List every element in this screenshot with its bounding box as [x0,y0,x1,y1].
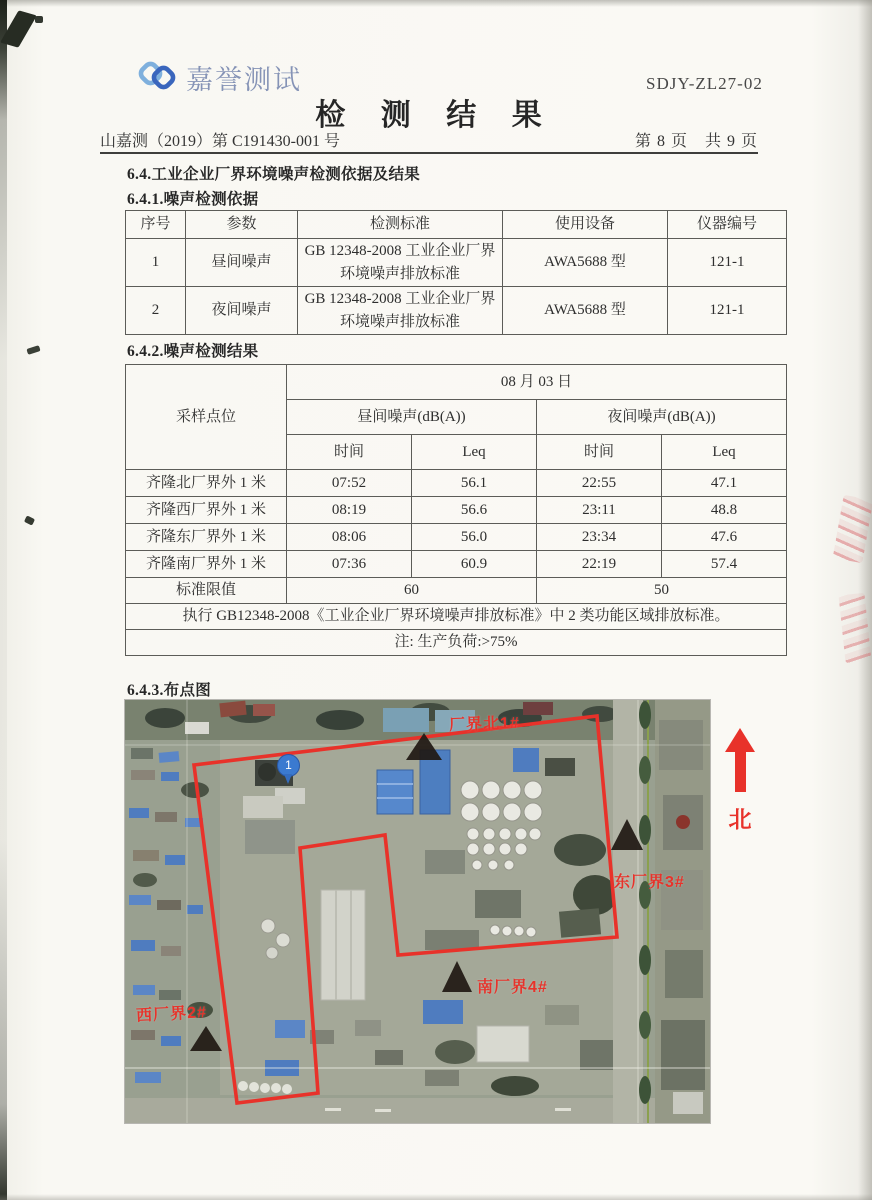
north-label: 北 [728,807,752,832]
cell-day-time: 07:36 [287,551,412,578]
cell-night-leq: 57.4 [662,551,787,578]
scan-speck [35,16,43,23]
cell-day-leq: 60.9 [412,551,537,578]
section-heading-64: 6.4.工业企业厂界环境噪声检测依据及结果 [127,166,421,183]
cell-day-time: 07:52 [287,470,412,497]
cell-standard: GB 12348-2008 工业企业厂界环境噪声排放标准 [298,287,503,335]
table-row [126,239,787,287]
cell-standard-note: 执行 GB12348-2008《工业企业厂界环境噪声排放标准》中 2 类功能区域排放标准。 [126,604,787,630]
cell-day-leq: 56.6 [412,497,537,524]
col-header-night-time: 时间 [537,435,662,470]
cell-day-time: 08:19 [287,497,412,524]
noise-basis-table [125,210,787,335]
report-number: 山嘉测（2019）第 C191430-001 号 [100,133,341,150]
header-rule [100,128,758,154]
scan-edge-bottom [0,1194,872,1200]
col-header-device-no: 仪器编号 [668,211,787,239]
cell-param: 夜间噪声 [186,287,298,335]
map-pin-1: 1 [277,754,300,777]
col-header-day-time: 时间 [287,435,412,470]
document-code: SDJY-ZL27-02 [646,74,763,93]
cell-day-leq: 56.1 [412,470,537,497]
table-row [126,551,787,578]
note-row [126,630,787,656]
satellite-image [125,700,710,1123]
cell-device-no: 121-1 [668,239,787,287]
cell-point: 齐隆南厂界外 1 米 [126,551,287,578]
cell-seq: 1 [126,239,186,287]
cell-day-time: 08:06 [287,524,412,551]
north-arrow-icon [725,728,755,752]
cell-night-leq: 47.1 [662,470,787,497]
col-header-day-leq: Leq [412,435,537,470]
cell-param: 昼间噪声 [186,239,298,287]
north-arrow-shaft [735,752,746,792]
page-indicator: 第 8 页 共 9 页 [634,133,758,150]
table-row [126,287,787,335]
section-heading-642: 6.4.2.噪声检测结果 [127,343,259,360]
col-header-device: 使用设备 [503,211,668,239]
cell-note: 注: 生产负荷:>75% [126,630,787,656]
scan-speck [26,345,40,355]
cell-device: AWA5688 型 [503,239,668,287]
table-row [126,470,787,497]
satellite-map [125,700,710,1123]
section-heading-643: 6.4.3.布点图 [127,682,212,699]
cell-night-time: 22:19 [537,551,662,578]
col-header-point: 采样点位 [126,365,287,470]
north-compass [716,728,764,834]
cell-point: 齐隆东厂界外 1 米 [126,524,287,551]
table-row [126,524,787,551]
col-header-standard: 检测标准 [298,211,503,239]
cell-night-time: 23:11 [537,497,662,524]
table-row [126,497,787,524]
cell-night-leq: 48.8 [662,497,787,524]
cell-point: 齐隆西厂界外 1 米 [126,497,287,524]
cell-standard: GB 12348-2008 工业企业厂界环境噪声排放标准 [298,239,503,287]
page-title: 检 测 结 果 [315,99,556,132]
cell-day-leq: 56.0 [412,524,537,551]
cell-device: AWA5688 型 [503,287,668,335]
cell-day-limit: 60 [287,578,537,604]
col-header-date: 08 月 03 日 [287,365,787,400]
boundary-label-west: 西厂界2# [135,1004,208,1025]
cell-seq: 2 [126,287,186,335]
col-header-seq: 序号 [126,211,186,239]
boundary-label-east: 东厂界3# [614,874,685,891]
cell-night-leq: 47.6 [662,524,787,551]
cell-limit-label: 标准限值 [126,578,287,604]
cell-point: 齐隆北厂界外 1 米 [126,470,287,497]
cell-night-time: 22:55 [537,470,662,497]
col-header-night: 夜间噪声(dB(A)) [537,400,787,435]
noise-result-table [125,364,787,656]
logo-text: 嘉誉测试 [186,65,302,95]
scan-speck [24,515,35,525]
boundary-label-south: 南厂界4# [477,979,548,996]
col-header-night-leq: Leq [662,435,787,470]
cell-device-no: 121-1 [668,287,787,335]
scan-edge-top [0,0,872,7]
boundary-label-north: 厂界北1# [448,714,521,735]
col-header-day: 昼间噪声(dB(A)) [287,400,537,435]
standard-note-row [126,604,787,630]
cell-night-limit: 50 [537,578,787,604]
scan-edge-left [0,0,7,1200]
cell-night-time: 23:34 [537,524,662,551]
section-heading-641: 6.4.1.噪声检测依据 [127,191,259,208]
limit-row [126,578,787,604]
col-header-param: 参数 [186,211,298,239]
